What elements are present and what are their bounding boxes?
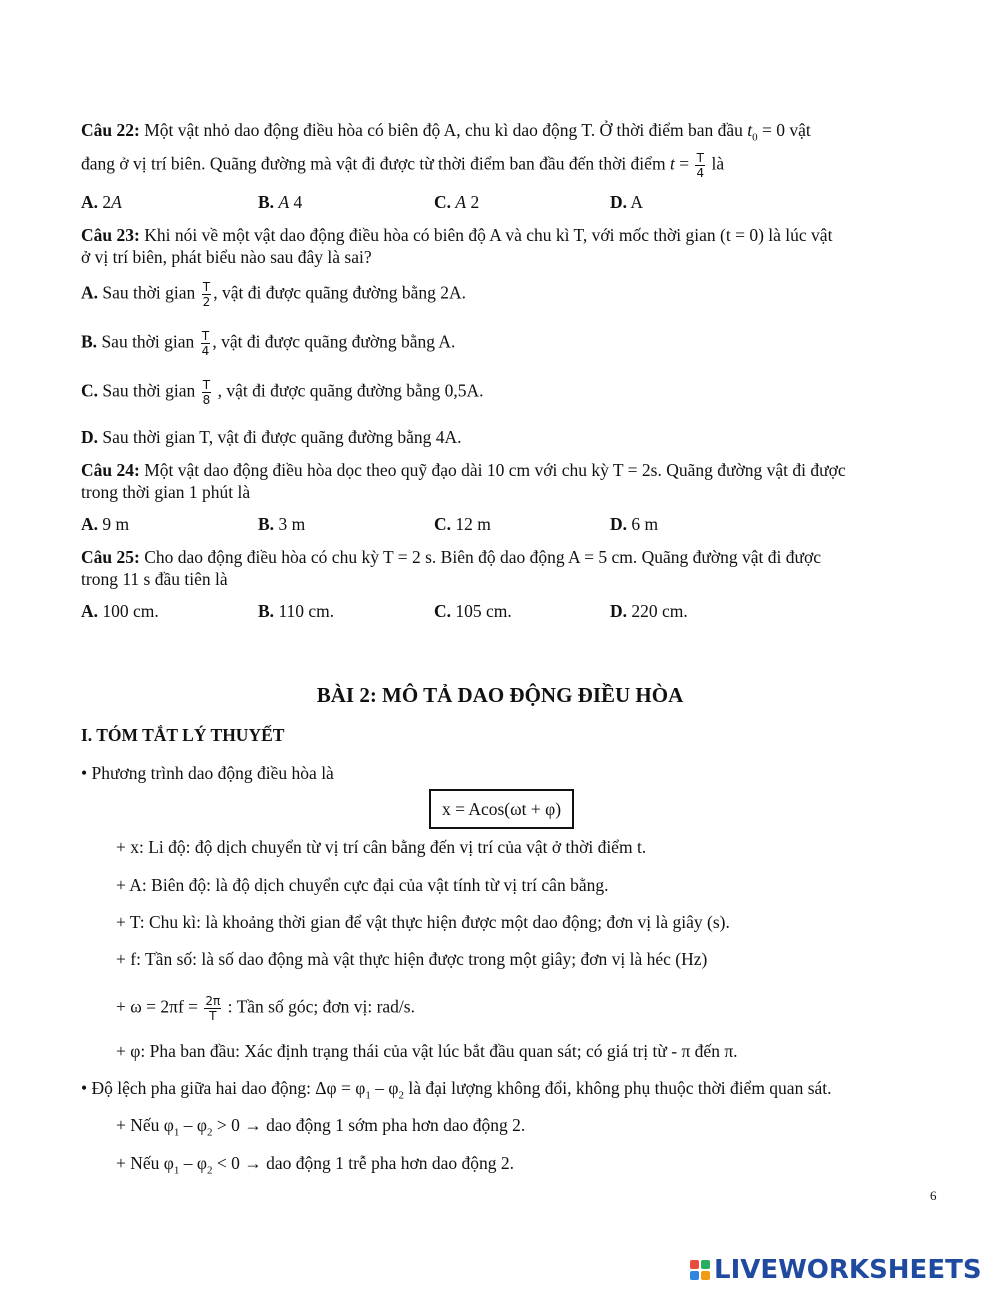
q22-option-c[interactable]: C. A 2 (434, 192, 480, 212)
q22-label: Câu 22: (81, 120, 140, 140)
page-number: 6 (930, 1188, 937, 1203)
liveworksheets-logo[interactable] (690, 1252, 982, 1288)
fraction: $\frac{T}{8}$ (202, 378, 211, 407)
section-heading: I. TÓM TẮT LÝ THUYẾT (81, 725, 285, 745)
q24-line1: Câu 24: Một vật dao động điều hòa dọc theo quỹ đạo dài 10 cm với chu kỳ T = 2s. Quãng đường vật đi được (81, 460, 846, 480)
q25-option-b[interactable]: B. 110 cm. (258, 601, 335, 621)
bullet-phase-difference: • Độ lệch pha giữa hai dao động: $\Delta\varphi = \varphi_1 - \varphi_2$ là đại lượng không đổi, không phụ thuộc thời điểm quan sát. (81, 1078, 832, 1102)
sub-item-leading: + Nếu $\varphi_1 - \varphi_2 > 0$ → dao động 1 sớm pha hơn dao động 2. (116, 1115, 526, 1139)
q25-option-c[interactable]: C. 105 cm. (434, 601, 512, 621)
q22-option-a[interactable]: A. 2A (81, 192, 122, 212)
bullet-equation-intro: • Phương trình dao động điều hòa là (81, 763, 334, 783)
q22-option-b[interactable]: B. A 4 (258, 192, 303, 212)
q23-option-d[interactable]: D. Sau thời gian T, vật đi được quãng đường bằng 4A. (81, 427, 462, 447)
q25-option-a[interactable]: A. 100 cm. (81, 601, 159, 621)
fraction: $\frac{T}{4}$ (201, 329, 210, 358)
q25-option-d[interactable]: D. 220 cm. (610, 601, 688, 621)
q24-option-a[interactable]: A. 9 m (81, 514, 130, 534)
q23-label: Câu 23: (81, 225, 140, 245)
q23-option-a[interactable]: A. Sau thời gian $\frac{T}{2}$ , vật đi được quãng đường bằng 2A. (81, 280, 467, 309)
q22-line2: đang ở vị trí biên. Quãng đường mà vật đi được từ thời điểm ban đầu đến thời điểm t = $\frac{T}{4}$ là (81, 151, 725, 180)
item-angular-frequency: + ω = 2πf = $\frac{2\pi}{T}$ : Tần số góc; đơn vị: rad/s. (116, 994, 415, 1023)
q23-line2: ở vị trí biên, phát biểu nào sau đây là sai? (81, 247, 372, 267)
item-x: + x: Li độ: độ dịch chuyển từ vị trí cân bằng đến vị trí của vật ở thời điểm t. (116, 837, 647, 857)
logo-square (701, 1260, 710, 1269)
q22-option-d[interactable]: D. A (610, 192, 644, 212)
q24-option-c[interactable]: C. 12 m (434, 514, 491, 534)
item-frequency: + f: Tần số: là số dao động mà vật thực hiện được trong một giây; đơn vị là héc (Hz) (116, 949, 708, 969)
fraction: $\frac{T}{2}$ (202, 280, 211, 309)
item-period: + T: Chu kì: là khoảng thời gian để vật thực hiện được một dao động; đơn vị là giây (s). (116, 912, 730, 932)
q22-line1: Câu 22: Một vật nhỏ dao động điều hòa có biên độ A, chu kì dao động T. Ở thời điểm ban đầu $t_0 = 0$ vật (81, 120, 811, 144)
q23-line1: Câu 23: Khi nói về một vật dao động điều hòa có biên độ A và chu kì T, với mốc thời gian (t = 0) là lúc vật (81, 225, 833, 245)
q25-line1: Câu 25: Cho dao động điều hòa có chu kỳ T = 2 s. Biên độ dao động A = 5 cm. Quãng đường vật đi được (81, 547, 821, 567)
q24-label: Câu 24: (81, 460, 140, 480)
logo-square (690, 1260, 699, 1269)
q23-option-c[interactable]: C. Sau thời gian $\frac{T}{8}$ , vật đi được quãng đường bằng 0,5A. (81, 378, 484, 407)
logo-text: LIVEWORKSHEETS (714, 1255, 982, 1285)
sub-item-lagging: + Nếu $\varphi_1 - \varphi_2 < 0$ → dao động 1 trễ pha hơn dao động 2. (116, 1153, 514, 1177)
q25-label: Câu 25: (81, 547, 140, 567)
q25-line2: trong 11 s đầu tiên là (81, 569, 228, 589)
logo-square (701, 1271, 710, 1280)
item-phase: + φ: Pha ban đầu: Xác định trạng thái của vật lúc bắt đầu quan sát; có giá trị từ - π đến π. (116, 1041, 738, 1061)
q24-line2: trong thời gian 1 phút là (81, 482, 251, 502)
fraction: $\frac{T}{4}$ (696, 151, 705, 180)
lesson-title: BÀI 2: MÔ TẢ DAO ĐỘNG ĐIỀU HÒA (316, 683, 684, 707)
formula-box: x = Acos(ωt + φ) (429, 789, 574, 829)
logo-icon (690, 1260, 710, 1280)
item-amplitude: + A: Biên độ: là độ dịch chuyển cực đại của vật tính từ vị trí cân bằng. (116, 875, 609, 895)
q24-option-d[interactable]: D. 6 m (610, 514, 659, 534)
fraction: $\frac{2\pi}{T}$ (205, 994, 221, 1023)
q23-option-b[interactable]: B. Sau thời gian $\frac{T}{4}$ , vật đi được quãng đường bằng A. (81, 329, 456, 358)
q24-option-b[interactable]: B. 3 m (258, 514, 306, 534)
logo-square (690, 1271, 699, 1280)
